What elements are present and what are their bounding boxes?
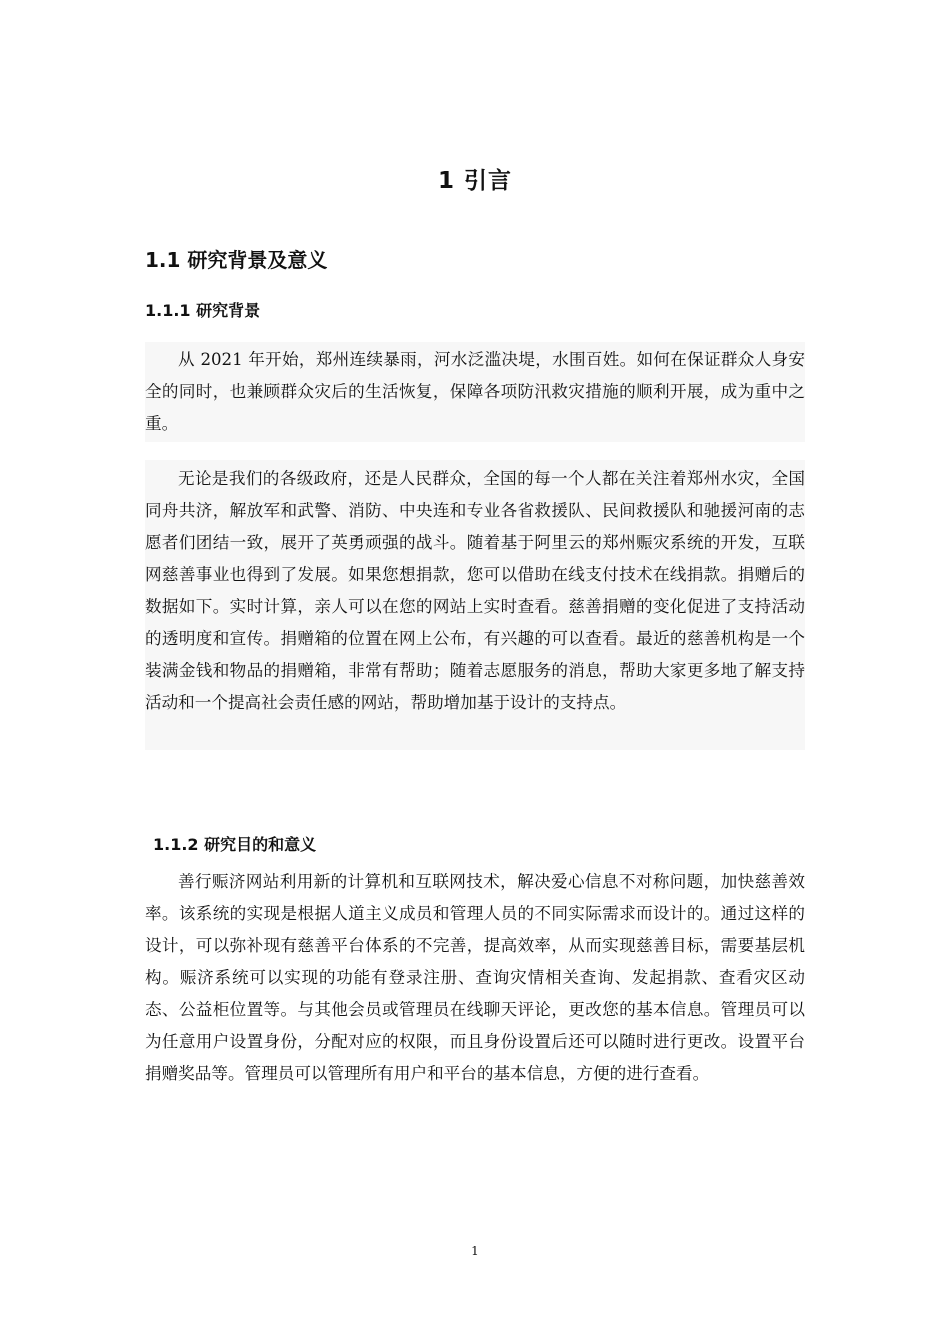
section-heading: 1.1 研究背景及意义 — [145, 248, 328, 272]
subsection-heading-purpose: 1.1.2 研究目的和意义 — [153, 835, 317, 854]
paragraph-background-1: 从 2021 年开始，郑州连续暴雨，河水泛滥决堤，水围百姓。如何在保证群众人身安全的同时，也兼顾群众灾后的生活恢复，保障各项防汛救灾措施的顺利开展，成为重中之重。 — [145, 350, 805, 433]
chapter-title: 1 引言 — [437, 168, 512, 194]
paragraph-purpose: 善行赈济网站利用新的计算机和互联网技术，解决爱心信息不对称问题，加快慈善效率。该系统的实现是根据人道主义成员和管理人员的不同实际需求而设计的。通过这样的设计，可以弥补现有慈善平台体系的不完善，提高效率，从而实现慈善目标，需要基层机构。赈济系统可以实现的功能有登录注册、查询灾情相关查询、发起捐款、查看灾区动态、公益柜位置等。与其他会员或管理员在线聊天评论，更改您的基本信息。管理员可以为任意用户设置身份，分配对应的权限，而且身份设置后还可以随时进行更改。设置平台捐赠奖品等。管理员可以管理所有用户和平台的基本信息，方便的进行查看。 — [145, 872, 805, 1083]
page-number: 1 — [471, 1244, 479, 1258]
subsection-heading-background: 1.1.1 研究背景 — [145, 301, 261, 320]
paragraph-background-2: 无论是我们的各级政府，还是人民群众，全国的每一个人都在关注着郑州水灾，全国同舟共济，解放军和武警、消防、中央连和专业各省救援队、民间救援队和驰援河南的志愿者们团结一致，展开了英勇顽强的战斗。随着基于阿里云的郑州赈灾系统的开发，互联网慈善事业也得到了发展。如果您想捐款，您可以借助在线支付技术在线捐款。捐赠后的数据如下。实时计算，亲人可以在您的网站上实时查看。慈善捐赠的变化促进了支持活动的透明度和宣传。捐赠箱的位置在网上公布，有兴趣的可以查看。最近的慈善机构是一个装满金钱和物品的捐赠箱，非常有帮助；随着志愿服务的消息，帮助大家更多地了解支持活动和一个提高社会责任感的网站，帮助增加基于设计的支持点。 — [145, 469, 805, 712]
